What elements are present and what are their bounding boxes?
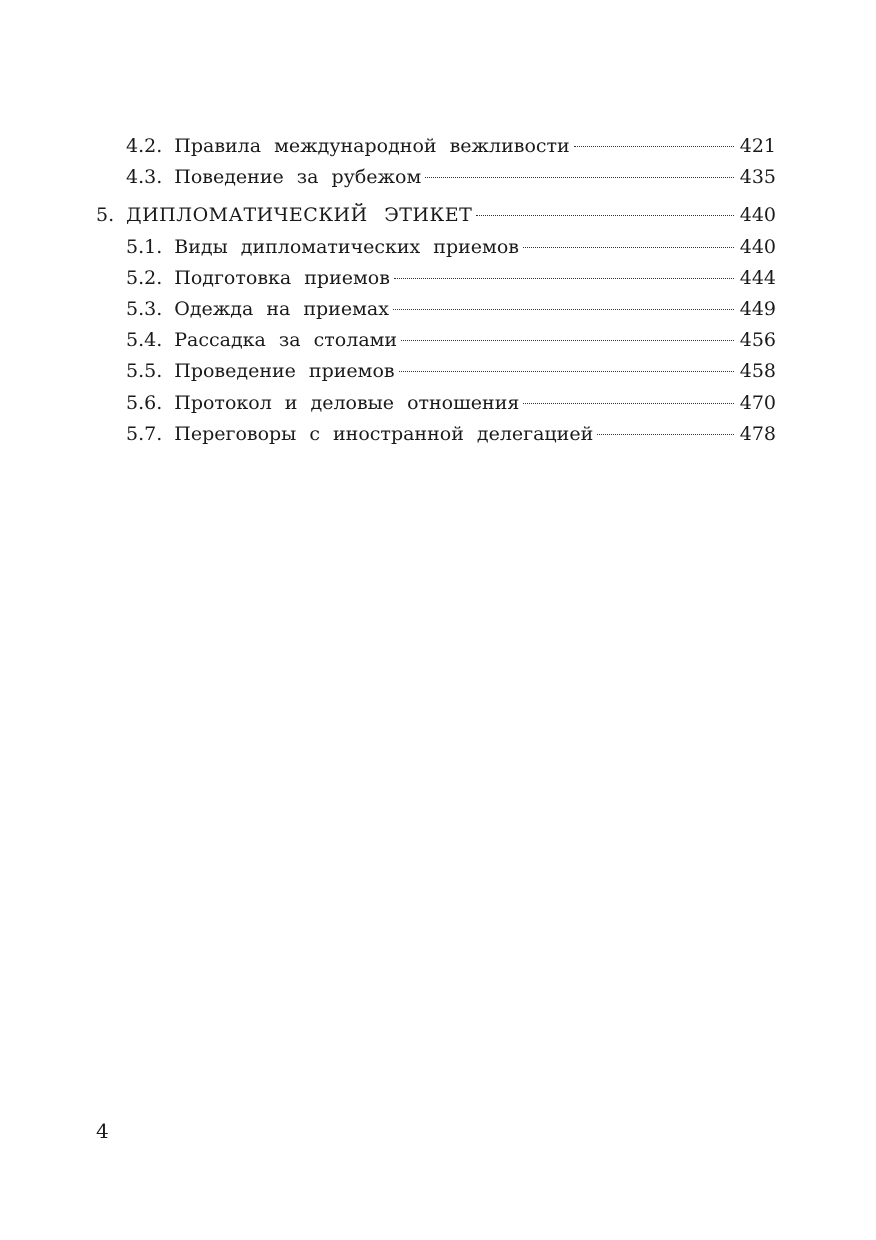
toc-entry-number: 5.2. [126, 266, 163, 289]
dot-leader [401, 340, 734, 341]
toc-entry-page: 478 [739, 422, 776, 445]
table-of-contents [96, 131, 776, 450]
toc-entry-5-4[interactable] [96, 325, 776, 356]
toc-entry-title: Правила международной вежливости [174, 135, 570, 157]
toc-entry-title: Виды дипломатических приемов [174, 235, 519, 258]
toc-entry-title: Переговоры с иностранной делегацией [174, 422, 594, 445]
toc-entry-page: 444 [739, 266, 776, 289]
dot-leader [393, 309, 734, 310]
toc-entry-title: Одежда на приемах [174, 297, 389, 320]
dot-leader [597, 434, 734, 435]
toc-entry-number: 5.6. [126, 391, 163, 414]
dot-leader [476, 215, 733, 216]
dot-leader [394, 278, 734, 279]
toc-entry-title: Проведение приемов [174, 360, 395, 383]
toc-entry-page: 440 [739, 235, 776, 258]
toc-entry-title: Подготовка приемов [174, 266, 390, 289]
toc-entry-5-2[interactable] [96, 263, 776, 294]
toc-entry-4-2[interactable] [96, 131, 776, 162]
toc-entry-page: 435 [739, 166, 776, 189]
toc-chapter-5[interactable] [96, 200, 776, 231]
toc-entry-number: 5.3. [126, 297, 163, 320]
toc-entry-number: 5.1. [126, 235, 163, 258]
toc-entry-title: Протокол и деловые отношения [174, 391, 520, 414]
toc-entry-page: 421 [739, 135, 776, 157]
toc-entry-number: 5.5. [126, 360, 163, 383]
toc-entry-title: Рассадка за столами [174, 329, 398, 352]
dot-leader [425, 177, 734, 178]
toc-entry-5-5[interactable] [96, 356, 776, 387]
toc-entry-page: 440 [739, 204, 776, 227]
toc-entry-number: 4.3. [126, 166, 163, 189]
dot-leader [399, 371, 734, 372]
toc-entry-5-7[interactable] [96, 419, 776, 450]
toc-entry-page: 470 [739, 391, 776, 414]
toc-entry-page: 456 [739, 329, 776, 352]
toc-entry-5-1[interactable] [96, 232, 776, 263]
toc-entry-title: Поведение за рубежом [174, 166, 422, 189]
toc-entry-number: 5.7. [126, 422, 163, 445]
toc-entry-4-3[interactable] [96, 162, 776, 193]
toc-entry-page: 458 [739, 360, 776, 383]
toc-entry-5-6[interactable] [96, 388, 776, 419]
toc-entry-page: 449 [739, 297, 776, 320]
dot-leader [574, 146, 734, 147]
toc-entry-number: 4.2. [126, 135, 163, 157]
toc-entry-5-3[interactable] [96, 294, 776, 325]
toc-entry-title: ДИПЛОМАТИЧЕСКИЙ ЭТИКЕТ [126, 204, 473, 227]
page-number: 4 [96, 1119, 109, 1143]
dot-leader [523, 247, 734, 248]
toc-entry-number: 5. [96, 204, 115, 227]
toc-entry-number: 5.4. [126, 329, 163, 352]
dot-leader [523, 403, 733, 404]
